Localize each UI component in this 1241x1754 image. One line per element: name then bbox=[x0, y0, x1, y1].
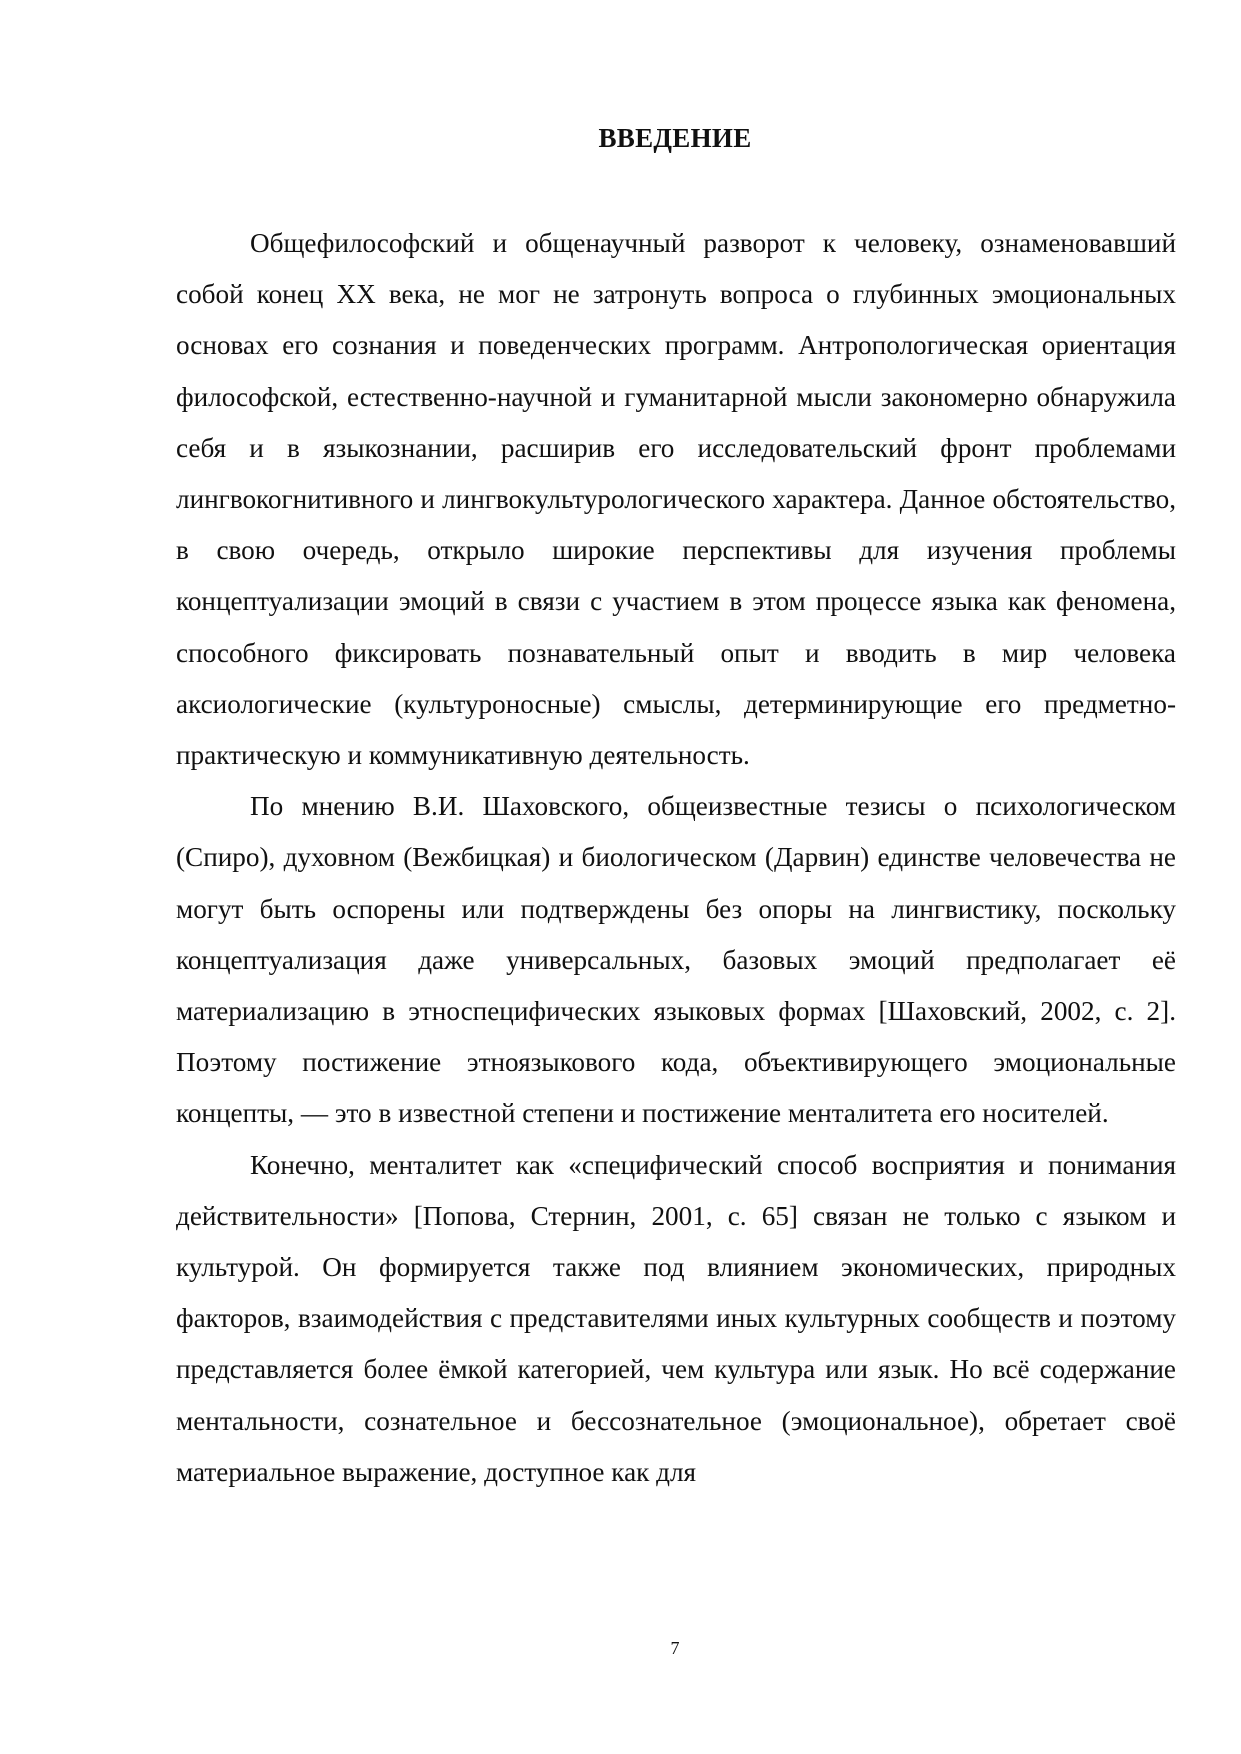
body-text bbox=[176, 218, 1176, 1498]
page-number: 7 bbox=[670, 1638, 680, 1658]
paragraph: Общефилософский и общенаучный разворот к человеку, ознаменовавший собой конец XX века, не мог не затронуть вопроса о глубинных эмоциональных основах его сознания и поведенческих программ. Антропологическая ориентация философской, естественно-научной и гуманитарной мысли закономерно обнаружила себя и в языкознании, расширив его исследовательский фронт проблемами лингвокогнитивного и лингвокультурологического характера. Данное обстоятельство, в свою очередь, открыло широкие перспективы для изучения проблемы концептуализации эмоций в связи с участием в этом процессе языка как феномена, способного фиксировать познавательный опыт и вводить в мир человека аксиологические (культуроносные) смыслы, детерминирующие его предметно-практическую и коммуникативную деятельность. bbox=[176, 228, 1176, 771]
section-heading: ВВЕДЕНИЕ bbox=[598, 123, 752, 153]
paragraph: Конечно, менталитет как «специфический способ восприятия и понимания действительности» [Попова, Стернин, 2001, с. 65] связан не только с языком и культурой. Он формируется также под влиянием экономических, природных факторов, взаимодействия с представителями иных культурных сообществ и поэтому представляется более ёмкой категорией, чем культура или язык. Но всё содержание ментальности, сознательное и бессознательное (эмоциональное), обретает своё материальное выражение, доступное как для bbox=[176, 1149, 1176, 1487]
paragraph: По мнению В.И. Шаховского, общеизвестные тезисы о психологическом (Спиро), духовном (Вежбицкая) и биологическом (Дарвин) единстве человечества не могут быть оспорены или подтверждены без опоры на лингвистику, поскольку концептуализация даже универсальных, базовых эмоций предполагает её материализацию в этноспецифических языковых формах [Шаховский, 2002, с. 2]. Поэтому постижение этноязыкового кода, объективирующего эмоциональные концепты, — это в известной степени и постижение менталитета его носителей. bbox=[176, 791, 1176, 1129]
